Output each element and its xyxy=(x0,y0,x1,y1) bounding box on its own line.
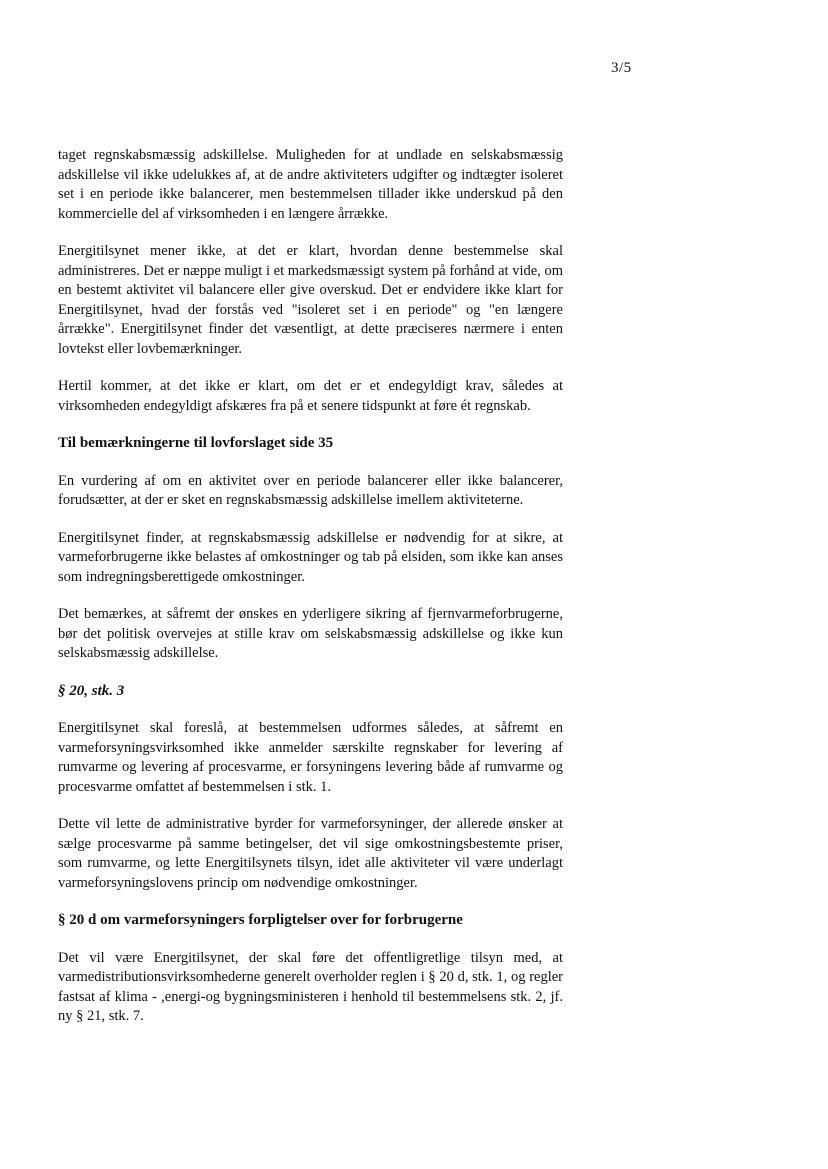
paragraph: En vurdering af om en aktivitet over en periode balancerer eller ikke balancerer, forudsætter, at der er sket en regnskabsmæssig adskillelse imellem aktiviteterne. xyxy=(58,472,563,508)
paragraph: Energitilsynet mener ikke, at det er klart, hvordan denne bestemmelse skal administreres. Det er næppe muligt i et markedsmæssigt system på forhånd at vide, om en bestemt aktivitet vil balancere eller give overskud. Det er endvidere ikke klart for Energitilsynet, hvad der forstås ved "isoleret set i en periode" og "en længere årrække". Energitilsynet finder det væsentligt, at dette præciseres nærmere i enten lovtekst eller lovbemærkninger. xyxy=(58,243,563,357)
section-heading: Til bemærkningerne til lovforslaget side 35 xyxy=(58,435,334,451)
paragraph: Det vil være Energitilsynet, der skal føre det offentligretlige tilsyn med, at varmedistributionsvirksomhederne generelt overholder reglen i § 20 d, stk. 1, og regler fastsat af klima - ,energi-og bygningsministeren i henhold til bestemmelsens stk. 2, jf. ny § 21, stk. 7. xyxy=(58,949,563,1024)
section-heading: § 20 d om varmeforsyningers forpligtelser over for forbrugerne xyxy=(58,912,463,928)
paragraph: Energitilsynet finder, at regnskabsmæssig adskillelse er nødvendig for at sikre, at varmeforbrugerne ikke belastes af omkostninger og tab på elsiden, som ikke kan anses som indregningsberettigede omkostninger. xyxy=(58,529,563,585)
paragraph: taget regnskabsmæssig adskillelse. Muligheden for at undlade en selskabsmæssig adskillelse vil ikke udelukkes af, at de andre aktiviteters udgifter og indtægter isoleret set i en periode ikke balancerer, men bestemmelsen tillader ikke underskud på den kommercielle del af virksomheden i en længere årrække. xyxy=(58,147,563,222)
paragraph: Energitilsynet skal foreslå, at bestemmelsen udformes således, at såfremt en varmeforsyningsvirksomhed ikke anmelder særskilte regnskaber for levering af rumvarme og levering af procesvarme, er forsyningens levering både af rumvarme og procesvarme omfattet af bestemmelsen i stk. 1. xyxy=(58,720,563,795)
page-number: 3/5 xyxy=(611,60,632,76)
document-body xyxy=(58,146,563,1045)
paragraph: Dette vil lette de administrative byrder for varmeforsyninger, der allerede ønsker at sælge procesvarme på samme betingelser, det vil sige omkostningsbestemte priser, som rumvarme, og lette Energitilsynets tilsyn, idet alle aktiviteter vil være underlagt varmeforsyningslovens princip om nødvendige omkostninger. xyxy=(58,816,563,891)
paragraph: Hertil kommer, at det ikke er klart, om det er et endegyldigt krav, således at virksomheden endegyldigt afskæres fra på et senere tidspunkt at føre ét regnskab. xyxy=(58,378,563,414)
paragraph: Det bemærkes, at såfremt der ønskes en yderligere sikring af fjernvarmeforbrugerne, bør det politisk overvejes at stille krav om selskabsmæssig adskillelse og ikke kun selskabsmæssig adskillelse. xyxy=(58,606,563,661)
section-heading: § 20, stk. 3 xyxy=(58,682,125,699)
